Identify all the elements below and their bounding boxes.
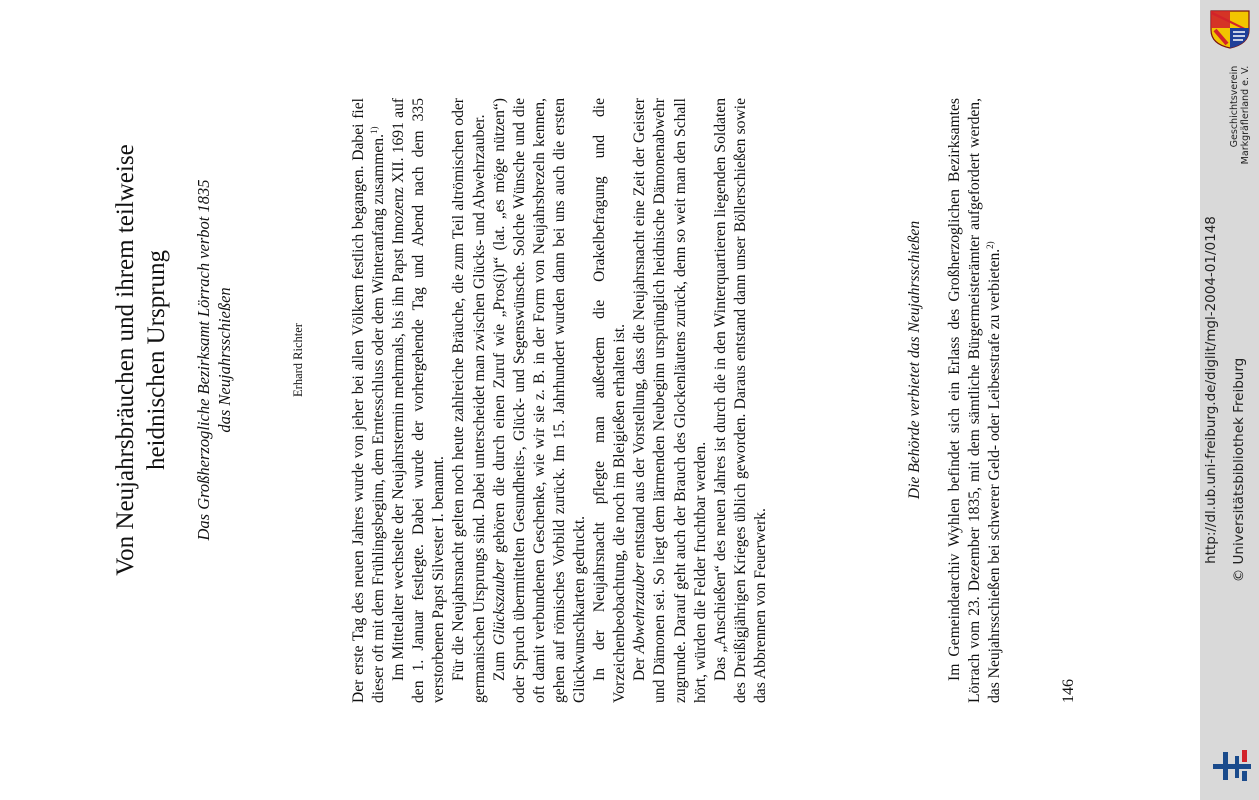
paragraph-text: Für die Neujahrsnacht gelten noch heute zahlreiche Bräuche, die zum Teil altrömischen oder germanischen Ursprungs sind. Dabei unterscheidet man zwischen Glücks- und Abwehrzauber.: [450, 98, 488, 703]
body-paragraph: [349, 98, 389, 703]
article-body: [349, 98, 771, 703]
footnote-ref: 2): [985, 241, 995, 249]
body-paragraph: [630, 98, 710, 703]
society-name-line-1: Geschichtsverein: [1229, 65, 1240, 148]
article-title-line-2: heidnischen Ursprung: [143, 249, 170, 471]
article-title-line-1: Von Neujahrsbräuchen und ihrem teilweise: [112, 144, 139, 576]
body-paragraph: [711, 98, 771, 703]
paragraph-text: entstand aus der Vorstellung, dass die Neujahrsnacht eine Zeit der Geister und Dämonen sei. So liegt dem lärmenden Neubeginn ursprünglich heidnische Dämonenabwehr zugrunde. Darauf geht auch der Brauch des Glockenläutens zurück, denn so weit man den Schall hört, würden die Felder fruchtbar werden.: [631, 98, 709, 703]
body-paragraph: [490, 98, 590, 703]
paragraph-text: In der Neujahrsnacht pflegte man außerdem die Orakelbefragung und die Vorzeichenbeobachtung, die noch im Bleigießen erhalten ist.: [591, 98, 629, 703]
article-subtitle-line-1: Das Großherzogliche Bezirksamt Lörrach verbot 1835: [194, 179, 213, 541]
paragraph-text: Das „Anschießen“ des neuen Jahres ist durch die in den Winterquartieren liegenden Soldaten des Dreißigjährigen Krieges üblich geworden. Daraus entstand dann unser Böllerschießen sowie das Abbrennen von Feuerwerk.: [711, 98, 769, 703]
paragraph-text: gehören die durch einen Zuruf wie „Pros(i)t“ (lat. „es möge nützen“) oder Spruch übermittelten Gesundheits-, Glück- und Segenswünsche. Solche Wünsche und die oft damit verbundenen Geschenke, wie wir sie z. B. in der Form von Neujahrsbrezeln kennen, gehen auf römisches Vorbild zurück. Im 15. Jahrhundert wurden dann bei uns auch die ersten Glückwunschkarten gedruckt.: [490, 98, 589, 703]
copyright-notice: © Universitätsbibliothek Freiburg: [1231, 357, 1247, 583]
article-author: Erhard Richter: [291, 323, 305, 397]
paragraph-lead: Zum: [490, 645, 508, 681]
italic-term: Glückszauber: [490, 559, 508, 646]
article-subtitle: [193, 60, 235, 660]
italic-term: Abwehrzauber: [631, 562, 649, 654]
source-url-link[interactable]: http://dl.ub.uni-freiburg.de/diglit/mgl-2004-01/0148: [1203, 216, 1219, 564]
section-heading: Die Behörde verbietet das Neujahrsschießen: [906, 220, 923, 500]
paragraph-text: Im Gemeindearchiv Wyhlen befindet sich ein Erlass des Großherzoglichen Bezirksamtes Lörrach vom 23. Dezember 1835, mit dem sämtliche Bürgermeisterämter aufgefordert werden, das Neujahrsschießen bei schwerer Geld- oder Leibesstrafe zu verbieten.: [946, 98, 1004, 703]
body-paragraph: [590, 98, 630, 703]
society-name: [1229, 66, 1251, 165]
paragraph-lead: Der: [631, 653, 649, 681]
paragraph-text: Im Mittelalter wechselte der Neujahrstermin mehrmals, bis ihn Papst Innozenz XII. 1691 auf den 1. Januar festlegte. Dabei wurde der vorhergehende Tag und Abend nach dem 335 verstorbenen Papst Silvester I. benannt.: [390, 98, 448, 703]
page-number: 146: [1060, 679, 1077, 703]
society-crest-icon: [1207, 8, 1253, 50]
body-paragraph: [449, 98, 489, 703]
university-library-logo-icon: [1211, 748, 1253, 784]
article-subtitle-line-2: das Neujahrsschießen: [215, 287, 234, 433]
paragraph-text: Der erste Tag des neuen Jahres wurde von jeher bei allen Völkern festlich begangen. Dabei fiel dieser oft mit dem Frühlingsbeginn, dem Erntesschluss oder dem Winteranfang zusammen.: [350, 98, 388, 703]
body-paragraph: [389, 98, 449, 703]
section-paragraph: [945, 98, 1005, 703]
footnote-ref: 1): [368, 126, 379, 134]
society-name-line-2: Markgräflerland e. V.: [1240, 65, 1251, 165]
article-title: [110, 60, 172, 660]
